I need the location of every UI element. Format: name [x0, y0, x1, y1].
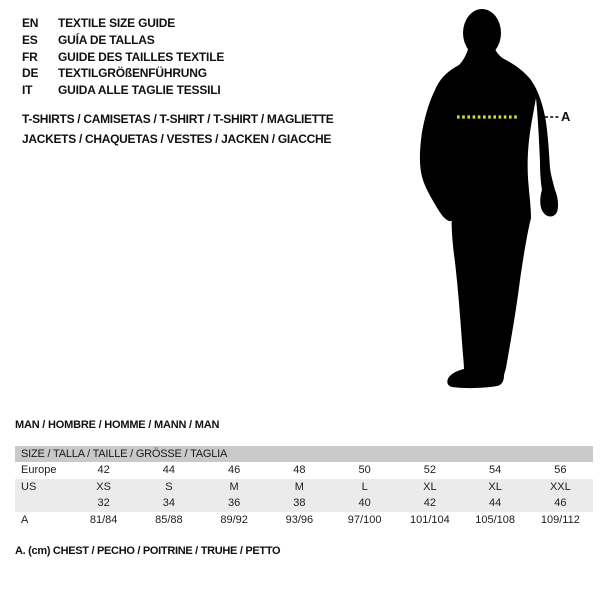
table-cell: 48: [293, 464, 306, 477]
language-code: DE: [22, 66, 39, 81]
row-label: A: [21, 513, 29, 526]
table-cell: 52: [423, 464, 436, 477]
section-title-man: MAN / HOMBRE / HOMME / MANN / MAN: [15, 419, 220, 431]
table-cell: 34: [162, 497, 175, 510]
table-cell: 105/108: [475, 513, 515, 526]
size-table-header: SIZE / TALLA / TAILLE / GRÖSSE / TAGLIA: [15, 446, 593, 462]
table-cell: 38: [293, 497, 306, 510]
language-list: [22, 15, 224, 99]
silhouette-head: [463, 9, 501, 57]
table-row-europe: [15, 462, 593, 479]
table-cell: 109/112: [540, 513, 580, 526]
table-cell: 50: [358, 464, 371, 477]
language-label: TEXTILGRÖßENFÜHRUNG: [58, 66, 207, 81]
table-cell: 44: [162, 464, 175, 477]
man-silhouette: [420, 9, 558, 388]
language-code: ES: [22, 32, 38, 47]
language-row: [22, 15, 224, 32]
table-cell: 81/84: [89, 513, 118, 526]
table-cell: 56: [554, 464, 567, 477]
language-row: [22, 32, 224, 49]
language-row: [22, 65, 224, 82]
language-label: GUÍA DE TALLAS: [58, 32, 155, 47]
table-row-chest: [15, 512, 593, 529]
language-row: [22, 82, 224, 99]
table-cell: XXL: [549, 480, 571, 493]
language-row: [22, 49, 224, 66]
category-tshirts: T-SHIRTS / CAMISETAS / T-SHIRT / T-SHIRT / MAGLIETTE: [22, 112, 334, 126]
table-row-us: [15, 479, 593, 496]
table-cell: 42: [97, 464, 110, 477]
table-cell: L: [361, 480, 368, 493]
table-cell: 44: [489, 497, 502, 510]
garment-categories: [22, 110, 334, 149]
row-label: US: [21, 480, 37, 493]
table-cell: XS: [96, 480, 111, 493]
table-cell: M: [229, 480, 239, 493]
table-cell: XL: [488, 480, 502, 493]
table-cell: S: [165, 480, 173, 493]
category-jackets: JACKETS / CHAQUETAS / VESTES / JACKEN / GIACCHE: [22, 131, 332, 146]
language-code: EN: [22, 16, 39, 30]
table-cell: 46: [228, 464, 241, 477]
silhouette-body: [420, 44, 558, 388]
table-cell: 54: [489, 464, 502, 477]
table-cell: 101/104: [409, 513, 450, 526]
table-cell: 36: [228, 497, 241, 510]
language-code: FR: [22, 49, 38, 64]
language-code: IT: [22, 83, 33, 98]
table-cell: 89/92: [220, 513, 248, 526]
language-label: GUIDE DES TAILLES TEXTILE: [58, 49, 225, 64]
table-cell: 97/100: [347, 513, 382, 526]
measurement-footnote: A. (cm) CHEST / PECHO / POITRINE / TRUHE / PETTO: [15, 545, 281, 557]
table-cell: 40: [358, 497, 371, 510]
table-cell: XL: [423, 480, 437, 493]
table-cell: M: [294, 480, 304, 493]
table-cell: 46: [554, 497, 567, 510]
row-label: Europe: [21, 464, 57, 477]
language-label: GUIDA ALLE TAGLIE TESSILI: [58, 83, 221, 98]
table-cell: 32: [97, 497, 110, 510]
size-table: [15, 446, 593, 528]
table-cell: 93/96: [285, 513, 314, 526]
measure-label-a: A: [561, 109, 571, 124]
language-label: TEXTILE SIZE GUIDE: [58, 16, 176, 30]
table-cell: 42: [423, 497, 436, 510]
table-cell: 85/88: [155, 513, 183, 526]
table-row-numeric: [15, 495, 593, 512]
